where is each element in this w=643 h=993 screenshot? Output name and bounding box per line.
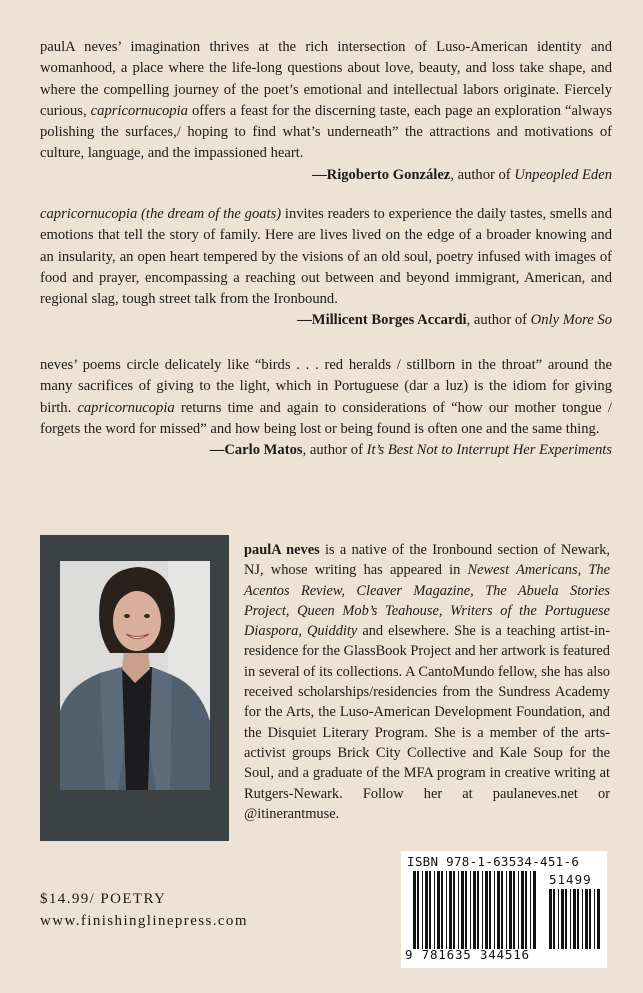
blurb-text: paulA neves’ imagination thrives at the rich intersection of Luso-American identity and womanhood, a place where the life-long questions about love, beauty, and loss take shape, and where the compelling journey of the poet’s emotional and intellectual labors originate. Fiercely curious, capricornucopia offers a feast for the discerning taste, each page an exploration “always polishing the surfaces,/ hoping to find what’s underneath” the attractions and motivations of culture, language, and the impassioned heart. [40,39,612,162]
barcode-bar [417,871,419,949]
barcode-bar [582,889,583,949]
barcode-bar [565,889,567,949]
ean-digits: 9 781635 344516 [405,947,530,962]
barcode-bar [458,871,459,949]
barcode-bar [449,871,452,949]
barcode-bar [429,871,431,949]
barcode-bar [453,871,455,949]
blurb-text: capricornucopia (the dream of the goats) invites readers to experience the daily tastes, smells and emotions that tell the story of family. Here are lives lived on the edge of a broader knowing and an insularity, an open heart tempered by the visions of an old soul, poetry infused with images of food and prayer, encompassing a reaching out between and beyond immigrant, American, and regional slag, tough street talk from the Ironbound. [40,206,612,308]
barcode-bar [506,871,507,949]
blurb-attribution: —Millicent Borges Accardi, author of Only More So [297,312,612,329]
barcode-bar [465,871,467,949]
barcode-bar [513,871,515,949]
barcode-bar [489,871,491,949]
barcode-bar [577,889,579,949]
price-category: $14.99/ POETRY [40,891,167,907]
price-code-bars [549,889,601,949]
barcode-bar [518,871,519,949]
barcode-bar [461,871,464,949]
barcode-bar [589,889,591,949]
barcode-bar [485,871,488,949]
author-bio [244,540,610,824]
barcode-bar [597,889,600,949]
barcode-bar [437,871,440,949]
author-photo-frame [40,535,229,841]
barcode-bar [530,871,531,949]
isbn-label: ISBN 978-1-63534-451-6 [407,854,580,869]
barcode-bar [477,871,479,949]
blurb-text: neves’ poems circle delicately like “birds . . . red heralds / stillborn in the throat” around the many sacrifices of giving to the light, which in Portuguese (dar a luz) is the idiom for giving birth. capricornucopia returns time and again to considerations of “how our mother tongue / forgets the word for missed” and how being lost or being found is often one and the same thing. [40,357,612,437]
barcode-bar [441,871,443,949]
blurb-accardi [40,204,612,332]
barcode-bar [434,871,435,949]
barcode-bar [594,889,595,949]
price-code-label: 51499 [549,872,592,887]
barcode-bar [533,871,536,949]
barcode-bar [558,889,559,949]
barcode-bar [585,889,588,949]
barcode-bar [413,871,416,949]
barcode-bar [497,871,500,949]
barcode-bar [470,871,471,949]
bio-text: paulA neves is a native of the Ironbound section of Newark, NJ, whose writing has appeared in Newest Americans, The Acentos Review, Cleaver Magazine, The Abuela Stories Project, Queen Mob’s Teahouse, Writers of the Portuguese Diaspora, Quiddity and elsewhere. She is a teaching artist-in-residence for the GlassBook Project and her artwork is featured in several of its collections. A CantoMundo fellow, she has also received scholarships/residencies from the Sundress Academy for the Arts, the Luso-American Development Foundation, and the Disquiet Literary Program. She is a member of the arts-activist groups Brick City Collective and Kale Soup for the Soul, and a graduate of the MFA program in creative writing at Rutgers-Newark. Follow her at paulaneves.net or @itinerantmuse. [244,542,610,822]
blurb-attribution: —Rigoberto González, author of Unpeopled Eden [312,166,612,183]
barcode-bar [446,871,447,949]
ean-barcode-bars [413,871,539,949]
blurb-attribution: —Carlo Matos, author of It’s Best Not to Interrupt Her Experiments [209,442,612,459]
barcode-bar [425,871,428,949]
barcode-bar [573,889,576,949]
barcode-bar [501,871,503,949]
price-and-publisher [40,888,248,932]
barcode-bar [525,871,527,949]
barcode-bar [509,871,512,949]
blurb-matos [40,355,612,461]
barcode-bar [482,871,483,949]
barcode-bar [553,889,555,949]
barcode-bar [521,871,524,949]
barcode-bar [561,889,564,949]
blurb-gonzalez [40,37,612,186]
barcode-bar [549,889,552,949]
author-photo [60,561,210,790]
isbn-barcode [401,851,607,968]
barcode-bar [422,871,423,949]
publisher-website: www.finishinglinepress.com [40,913,248,929]
barcode-bar [473,871,476,949]
barcode-bar [494,871,495,949]
barcode-bar [570,889,571,949]
